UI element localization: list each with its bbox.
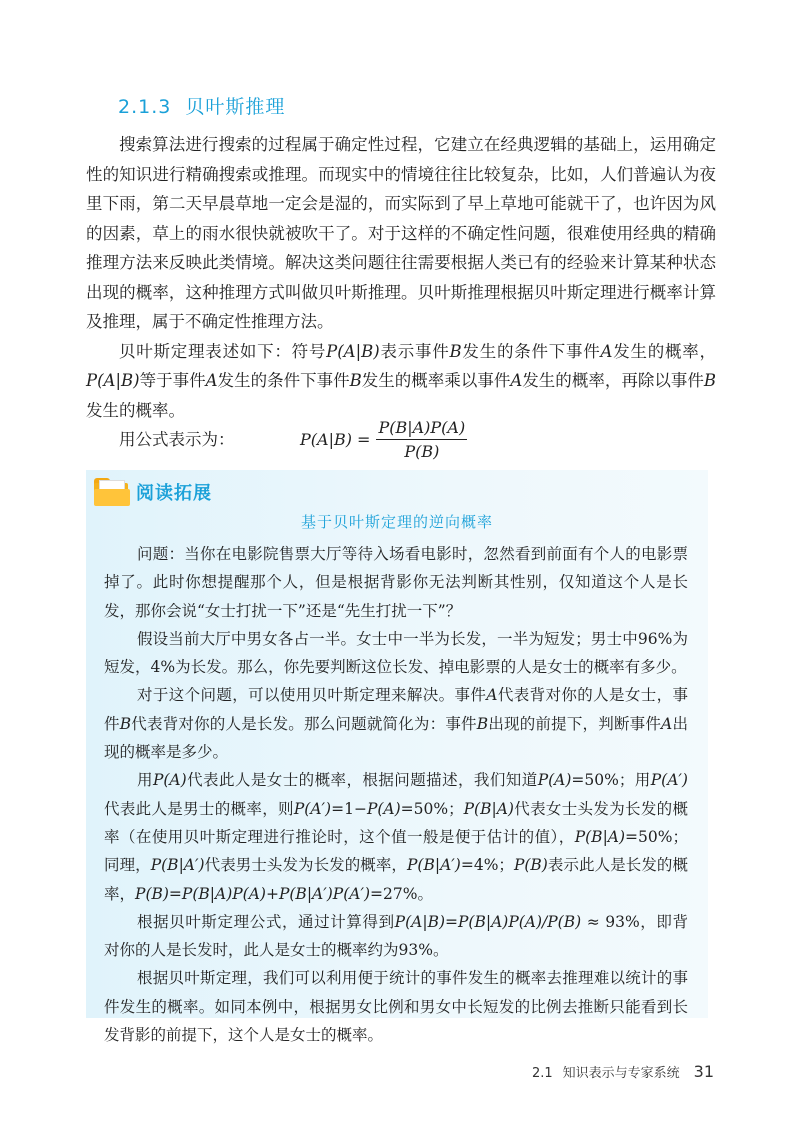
math-expr: P(B|A′) bbox=[150, 856, 205, 875]
bayes-formula bbox=[300, 418, 467, 461]
formula-fraction bbox=[376, 418, 467, 461]
math-var: A bbox=[600, 341, 613, 361]
box-paragraph-probabilities bbox=[104, 766, 688, 907]
text-run: =50%；同理， bbox=[104, 827, 688, 875]
text-run: 代表男士头发为长发的概率， bbox=[204, 856, 407, 875]
box-paragraph-question: 问题：当你在电影院售票大厅等待入场看电影时，忽然看到前面有个人的电影票掉了。此时你想提醒那个人，但是根据背影你无法判断其性别，仅知道这个人是长发，那你会说“女士打扰一下”还是“先生打扰一下”？ bbox=[104, 545, 688, 620]
text-run: =1− bbox=[331, 799, 367, 818]
math-var: A bbox=[510, 371, 523, 390]
reading-extension-box bbox=[86, 470, 708, 1045]
math-var: A bbox=[486, 686, 498, 705]
math-expr: P(A|B) bbox=[326, 341, 380, 361]
main-body bbox=[86, 130, 716, 455]
formula-numerator: P(B|A)P(A) bbox=[376, 418, 467, 440]
math-expr: P(A) bbox=[366, 799, 401, 818]
text-run: 根据贝叶斯定理公式，通过计算得到 bbox=[137, 912, 395, 931]
paragraph-theorem bbox=[86, 337, 716, 426]
text-run: 对于这个问题，可以使用贝叶斯定理来解决。事件 bbox=[137, 686, 487, 705]
math-var: B bbox=[476, 714, 489, 733]
text-run: 发生的条件下事件 bbox=[461, 341, 601, 361]
math-var: B bbox=[703, 371, 717, 390]
text-run: 发生的概率， bbox=[612, 341, 717, 361]
math-expr: P(A) bbox=[152, 771, 187, 790]
math-expr: P(B|A) bbox=[463, 799, 514, 818]
text-run: 用 bbox=[137, 771, 153, 790]
page-number: 31 bbox=[693, 1062, 714, 1081]
text-run: 表示此人是长发的概率， bbox=[104, 856, 688, 903]
box-paragraph-events bbox=[104, 681, 688, 766]
math-expr: P(A′) bbox=[293, 799, 332, 818]
math-expr: P(B|A) bbox=[574, 827, 626, 846]
reading-box-title: 基于贝叶斯定理的逆向概率 bbox=[300, 513, 493, 531]
math-var: B bbox=[449, 341, 462, 361]
reading-box-header bbox=[94, 478, 212, 506]
text-run: =27%。 bbox=[370, 884, 433, 903]
text-run: 发生的条件下事件 bbox=[217, 371, 350, 390]
math-expr: P(A) bbox=[537, 771, 572, 790]
paragraph-intro: 搜索算法进行搜索的过程属于确定性过程，它建立在经典逻辑的基础上，运用确定性的知识进行精确搜索或推理。而现实中的情境往往比较复杂，比如，人们普遍认为夜里下雨，第二天早晨草地一定会是湿的，而实际到了早上草地可能就干了，也许因为风的因素，草上的雨水很快就被吹干了。对于这样的不确定性问题，很难使用经典的精确推理方法来反映此类情境。解决这类问题往往需要根据人类已有的经验来计算某种状态出现的概率，这种推理方式叫做贝叶斯推理。贝叶斯推理根据贝叶斯定理进行概率计算及推理，属于不确定性推理方法。 bbox=[86, 135, 716, 331]
text-run: 发生的概率乘以事件 bbox=[361, 371, 511, 390]
text-run: ≈ 93%，即背对你的人是长发时，此人是女士的概率约为93%。 bbox=[104, 912, 688, 960]
section-number: 2.1.3 bbox=[118, 96, 172, 118]
text-run: 代表女士头发为长发的概率（在使用贝叶斯定理进行推论时，这个值一般是便于估计的值）， bbox=[104, 799, 688, 846]
math-expr: P(A|B) bbox=[86, 371, 140, 390]
box-paragraph-conclusion: 根据贝叶斯定理，我们可以利用便于统计的事件发生的概率去推理难以统计的事件发生的概率。如同本例中，根据男女比例和男女中长短发的比例去推断只能看到长发背影的前提下，这个人是女士的概率。 bbox=[104, 969, 688, 1045]
reading-box-label: 阅读拓展 bbox=[136, 483, 212, 504]
text-run: 出现的前提下，判断事件 bbox=[488, 714, 662, 733]
math-var: A bbox=[661, 714, 673, 733]
footer-chapter-title: 知识表示与专家系统 bbox=[562, 1066, 680, 1081]
text-run: 代表背对你的人是女士，事件 bbox=[104, 686, 688, 733]
text-run: 出现的概率是多少。 bbox=[104, 714, 688, 762]
folder-icon bbox=[94, 478, 130, 506]
footer-chapter-number: 2.1 bbox=[531, 1066, 553, 1081]
text-run: =50%； bbox=[400, 799, 464, 818]
formula-denominator: P(B) bbox=[404, 442, 440, 461]
math-var: B bbox=[349, 371, 362, 390]
formula-lhs: P(A|B) = bbox=[300, 430, 371, 449]
box-paragraph-assumption: 假设当前大厅中男女各占一半。女士中一半为长发，一半为短发；男士中96%为短发，4%为长发。那么，你先要判断这位长发、掉电影票的人是女士的概率有多少。 bbox=[104, 629, 688, 677]
box-paragraph-result bbox=[104, 908, 688, 965]
math-expr: P(A′) bbox=[650, 771, 688, 790]
math-expr: P(B) bbox=[513, 856, 548, 875]
text-run: 发生的概率，再除以事件 bbox=[522, 371, 704, 390]
text-run: 代表背对你的人是长发。那么问题就简化为：事件 bbox=[131, 714, 477, 733]
math-expr: P(A|B)=P(B|A)P(A)/P(B) bbox=[394, 912, 582, 931]
section-title: 贝叶斯推理 bbox=[185, 96, 286, 118]
text-run: 发生的概率。 bbox=[86, 400, 185, 420]
math-expr: P(B)=P(B|A)P(A)+P(B|A′)P(A′) bbox=[135, 884, 371, 903]
paragraph-formula-intro: 用公式表示为： bbox=[119, 430, 235, 449]
text-run: 代表此人是女士的概率，根据问题描述，我们知道 bbox=[186, 771, 538, 790]
math-var: A bbox=[205, 371, 218, 390]
reading-box-body bbox=[104, 540, 688, 1049]
page-footer bbox=[532, 1062, 714, 1081]
text-run: 表示事件 bbox=[379, 341, 450, 361]
text-run: =4%； bbox=[460, 856, 514, 875]
math-expr: P(B|A′) bbox=[407, 856, 461, 875]
text-run: 贝叶斯定理表述如下：符号 bbox=[119, 341, 327, 361]
text-run: 代表此人是男士的概率，则 bbox=[104, 799, 294, 818]
text-run: =50%；用 bbox=[571, 771, 651, 790]
text-run: 等于事件 bbox=[139, 371, 206, 390]
math-var: B bbox=[119, 714, 132, 733]
section-heading bbox=[118, 92, 285, 119]
